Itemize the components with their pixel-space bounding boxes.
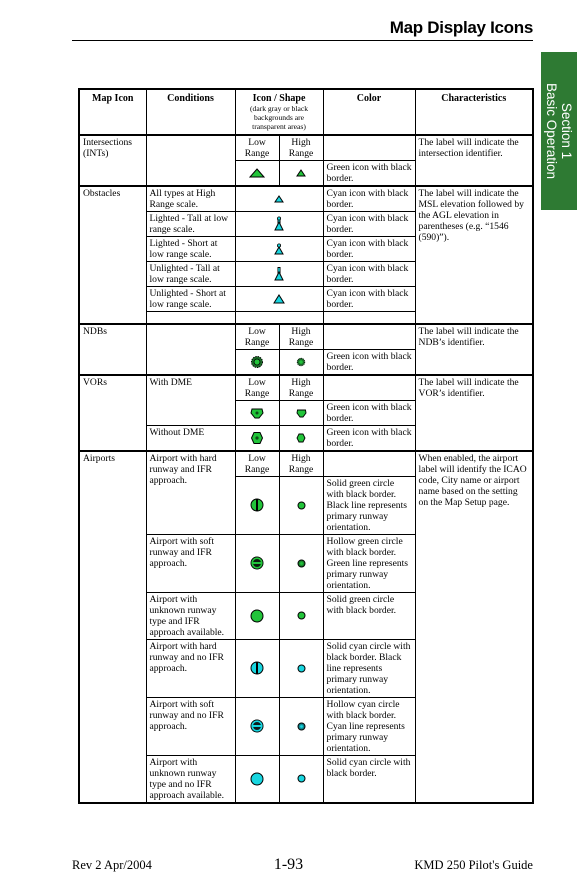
airport-unknown-ifr-low-icon — [235, 592, 279, 639]
obstacle-high-range-icon — [235, 186, 323, 212]
color-intersections: Green icon with black border. — [323, 161, 415, 187]
header-icon-shape-note: (dark gray or black backgrounds are transparent areas) — [250, 104, 308, 131]
icon-cell — [235, 312, 323, 324]
page-number: 1-93 — [273, 856, 304, 873]
obstacle-lighted-tall-icon — [235, 212, 323, 237]
low-range-label: Low Range — [235, 451, 279, 477]
color-airport: Solid green circle with black border. Black line represents primary runway orientation. — [323, 476, 415, 534]
airport-soft-noifr-high-icon — [279, 697, 323, 755]
section-name: Basic Operation — [544, 82, 559, 180]
airport-hard-noifr-high-icon — [279, 639, 323, 697]
high-range-label: High Range — [279, 451, 323, 477]
obstacle-color: Cyan icon with black border. — [323, 287, 415, 312]
section-tab-label — [544, 83, 574, 179]
high-range-label: High Range — [279, 324, 323, 350]
vor-low-icon — [235, 425, 279, 451]
color-cell — [323, 375, 415, 401]
footer-guide-title: KMD 250 Pilot's Guide — [414, 858, 533, 872]
airport-condition: Airport with hard runway and IFR approach. — [146, 451, 235, 535]
table-row — [79, 135, 533, 161]
characteristics-airports: When enabled, the airport label will identify the ICAO code, City name or airport name based on the setting on the Map Setup page. — [415, 451, 533, 803]
header-conditions: Conditions — [146, 89, 235, 135]
color-vor-dme: Green icon with black border. — [323, 400, 415, 425]
airport-hard-noifr-low-icon — [235, 639, 279, 697]
obstacle-condition: Unlighted - Short at low range scale. — [146, 287, 235, 312]
color-cell — [323, 312, 415, 324]
table-row — [79, 324, 533, 350]
header-rule — [72, 40, 533, 41]
low-range-label: Low Range — [235, 324, 279, 350]
section-number: Section 1 — [559, 102, 574, 160]
color-airport: Solid cyan circle with black border. — [323, 755, 415, 803]
page-title: Map Display Icons — [389, 18, 533, 37]
characteristics-obstacles: The label will indicate the MSL elevation followed by the AGL elevation in parentheses (e.g. “1546 (590)”). — [415, 186, 533, 324]
characteristics-ndbs: The label will indicate the NDB’s identifier. — [415, 324, 533, 375]
ndb-high-icon — [279, 349, 323, 375]
header-color: Color — [323, 89, 415, 135]
obstacle-lighted-short-icon — [235, 237, 323, 262]
obstacle-color: Cyan icon with black border. — [323, 262, 415, 287]
table-row — [79, 186, 533, 212]
map-icons-table — [78, 88, 534, 804]
vor-high-icon — [279, 425, 323, 451]
ndb-low-icon — [235, 349, 279, 375]
airport-condition: Airport with hard runway and no IFR approach. — [146, 639, 235, 697]
airport-condition: Airport with unknown runway type and no IFR approach available. — [146, 755, 235, 803]
high-range-label: High Range — [279, 135, 323, 161]
map-icon-airports: Airports — [79, 451, 146, 803]
intersection-low-icon — [235, 161, 279, 187]
airport-unknown-ifr-high-icon — [279, 592, 323, 639]
table-row — [79, 451, 533, 477]
color-airport: Solid green circle with black border. — [323, 592, 415, 639]
color-vor: Green icon with black border. — [323, 425, 415, 451]
vor-dme-low-icon — [235, 400, 279, 425]
airport-unknown-noifr-low-icon — [235, 755, 279, 803]
color-cell — [323, 135, 415, 161]
high-range-label: High Range — [279, 375, 323, 401]
obstacle-color: Cyan icon with black border. — [323, 212, 415, 237]
vor-condition-without-dme: Without DME — [146, 425, 235, 451]
airport-condition: Airport with unknown runway type and IFR approach available. — [146, 592, 235, 639]
airport-hard-ifr-high-icon — [279, 476, 323, 534]
airport-condition: Airport with soft runway and no IFR approach. — [146, 697, 235, 755]
vor-condition-with-dme: With DME — [146, 375, 235, 426]
airport-soft-ifr-high-icon — [279, 534, 323, 592]
header-icon-shape-label: Icon / Shape — [252, 93, 306, 104]
obstacle-condition: Unlighted - Tall at low range scale. — [146, 262, 235, 287]
characteristics-intersections: The label will indicate the intersection identifier. — [415, 135, 533, 186]
vor-dme-high-icon — [279, 400, 323, 425]
conditions-cell — [146, 312, 235, 324]
airport-unknown-noifr-high-icon — [279, 755, 323, 803]
conditions-cell — [146, 324, 235, 375]
obstacle-condition: All types at High Range scale. — [146, 186, 235, 212]
intersection-high-icon — [279, 161, 323, 187]
map-icon-ndbs: NDBs — [79, 324, 146, 375]
map-icon-obstacles: Obstacles — [79, 186, 146, 324]
footer-revision: Rev 2 Apr/2004 — [72, 858, 152, 872]
airport-hard-ifr-low-icon — [235, 476, 279, 534]
color-cell — [323, 451, 415, 477]
table-row — [79, 375, 533, 401]
obstacle-unlighted-short-icon — [235, 287, 323, 312]
map-icon-vors: VORs — [79, 375, 146, 451]
airport-soft-noifr-low-icon — [235, 697, 279, 755]
section-tab — [541, 52, 577, 210]
header-map-icon: Map Icon — [79, 89, 146, 135]
color-airport: Hollow green circle with black border. Green line represents primary runway orientation. — [323, 534, 415, 592]
airport-condition: Airport with soft runway and IFR approach. — [146, 534, 235, 592]
low-range-label: Low Range — [235, 375, 279, 401]
obstacle-condition: Lighted - Tall at low range scale. — [146, 212, 235, 237]
characteristics-vors: The label will indicate the VOR’s identifier. — [415, 375, 533, 451]
airport-soft-ifr-low-icon — [235, 534, 279, 592]
color-cell — [323, 324, 415, 350]
obstacle-color: Cyan icon with black border. — [323, 186, 415, 212]
low-range-label: Low Range — [235, 135, 279, 161]
color-airport: Hollow cyan circle with black border. Cyan line represents primary runway orientation. — [323, 697, 415, 755]
header-icon-shape — [235, 89, 323, 135]
color-airport: Solid cyan circle with black border. Black line represents primary runway orientation. — [323, 639, 415, 697]
obstacle-unlighted-tall-icon — [235, 262, 323, 287]
table-header-row — [79, 89, 533, 135]
conditions-cell — [146, 135, 235, 186]
obstacle-condition: Lighted - Short at low range scale. — [146, 237, 235, 262]
map-icon-intersections: Intersections (INTs) — [79, 135, 146, 186]
obstacle-color: Cyan icon with black border. — [323, 237, 415, 262]
color-ndbs: Green icon with black border. — [323, 349, 415, 375]
header-characteristics: Characteristics — [415, 89, 533, 135]
